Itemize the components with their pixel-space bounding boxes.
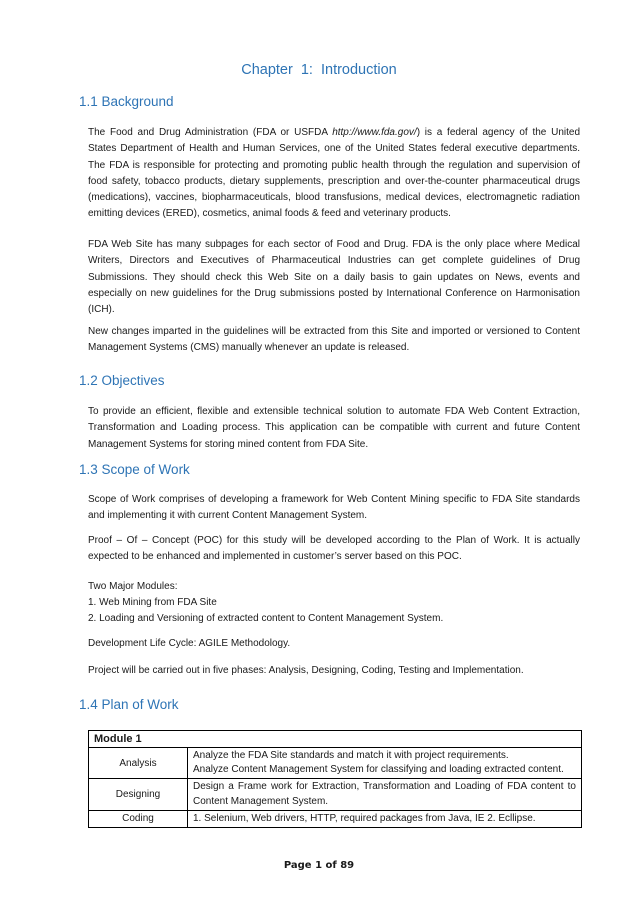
- background-p1-before: The Food and Drug Administration (FDA or USFDA: [88, 127, 333, 138]
- background-paragraph-1: [88, 125, 580, 223]
- plan-of-work-table: [88, 730, 582, 828]
- background-paragraph-2: FDA Web Site has many subpages for each sector of Food and Drug. FDA is the only place where Medical Writers, Directors and Executives of Pharmaceutical Industries can get complete guidelines of Drug Submissions. They should check this Web Site on a daily basis to gain updates on News, events and especially on new guidelines for the Drug submissions posted by International Conference on Harmonisation (ICH).: [88, 239, 580, 316]
- fda-url-link[interactable]: http://www.fda.gov/: [332, 127, 417, 138]
- lifecycle-line: Development Life Cycle: AGILE Methodology.: [88, 638, 291, 649]
- scope-paragraph-2: Proof – Of – Concept (POC) for this study will be developed according to the Plan of Work. It is actually expected to be enhanced and implemented in customer’s server based on this POC.: [88, 535, 580, 563]
- modules-title: Two Major Modules:: [88, 581, 178, 592]
- phase-cell: Coding: [89, 810, 188, 827]
- description-line: 1. Selenium, Web drivers, HTTP, required packages from Java, IE 2. Ecllipse.: [193, 812, 536, 824]
- scope-paragraph-1: Scope of Work comprises of developing a framework for Web Content Mining specific to FDA Site standards and implementing it with current Content Management System.: [88, 494, 580, 522]
- description-cell: [188, 748, 582, 779]
- objectives-paragraph: To provide an efficient, flexible and extensible technical solution to automate FDA Web Content Extraction, Transformation and Loading process. This application can be compatible with current and future Content Management Systems for storing mined content from FDA Site.: [88, 406, 580, 450]
- module-label: Module 1: [89, 731, 582, 748]
- table-row: [89, 810, 582, 827]
- section-heading-scope: 1.3 Scope of Work: [79, 462, 190, 477]
- chapter-title: Chapter 1: Introduction: [241, 62, 397, 78]
- phase-cell: Analysis: [89, 748, 188, 779]
- description-cell: [188, 810, 582, 827]
- section-heading-background: 1.1 Background: [79, 94, 174, 109]
- background-p1-after: ) is a federal agency of the United States Department of Health and Human Services, one of the United States federal executive departments. The FDA is responsible for protecting and promoting public health through the regulation and supervision of food safety, tobacco products, dietary supplements, prescription and over-the-counter pharmaceutical drugs (medications), vaccines, biopharmaceuticals, blood transfusions, medical devices, electromagnetic radiation emitting devices (ERED), cosmetics, animal foods & feed and veterinary products.: [88, 127, 580, 220]
- table-row: [89, 779, 582, 810]
- section-heading-objectives: 1.2 Objectives: [79, 373, 165, 388]
- section-heading-plan: 1.4 Plan of Work: [79, 697, 179, 712]
- module-item-1: 1. Web Mining from FDA Site: [88, 597, 217, 608]
- table-row: [89, 731, 582, 748]
- table-row: [89, 748, 582, 779]
- background-paragraph-3: New changes imparted in the guidelines will be extracted from this Site and imported or versioned to Content Management Systems (CMS) manually whenever an update is released.: [88, 326, 580, 354]
- description-cell: [188, 779, 582, 810]
- description-line: Analyze Content Management System for classifying and loading extracted content.: [193, 764, 564, 776]
- phase-cell: Designing: [89, 779, 188, 810]
- phases-line: Project will be carried out in five phases: Analysis, Designing, Coding, Testing and Implementation.: [88, 665, 524, 676]
- description-line: Analyze the FDA Site standards and match it with project requirements.: [193, 750, 509, 761]
- page-number-footer: Page 1 of 89: [283, 860, 355, 871]
- module-item-2: 2. Loading and Versioning of extracted content to Content Management System.: [88, 613, 444, 624]
- description-line: Design a Frame work for Extraction, Transformation and Loading of FDA content to Content Management System.: [193, 781, 576, 807]
